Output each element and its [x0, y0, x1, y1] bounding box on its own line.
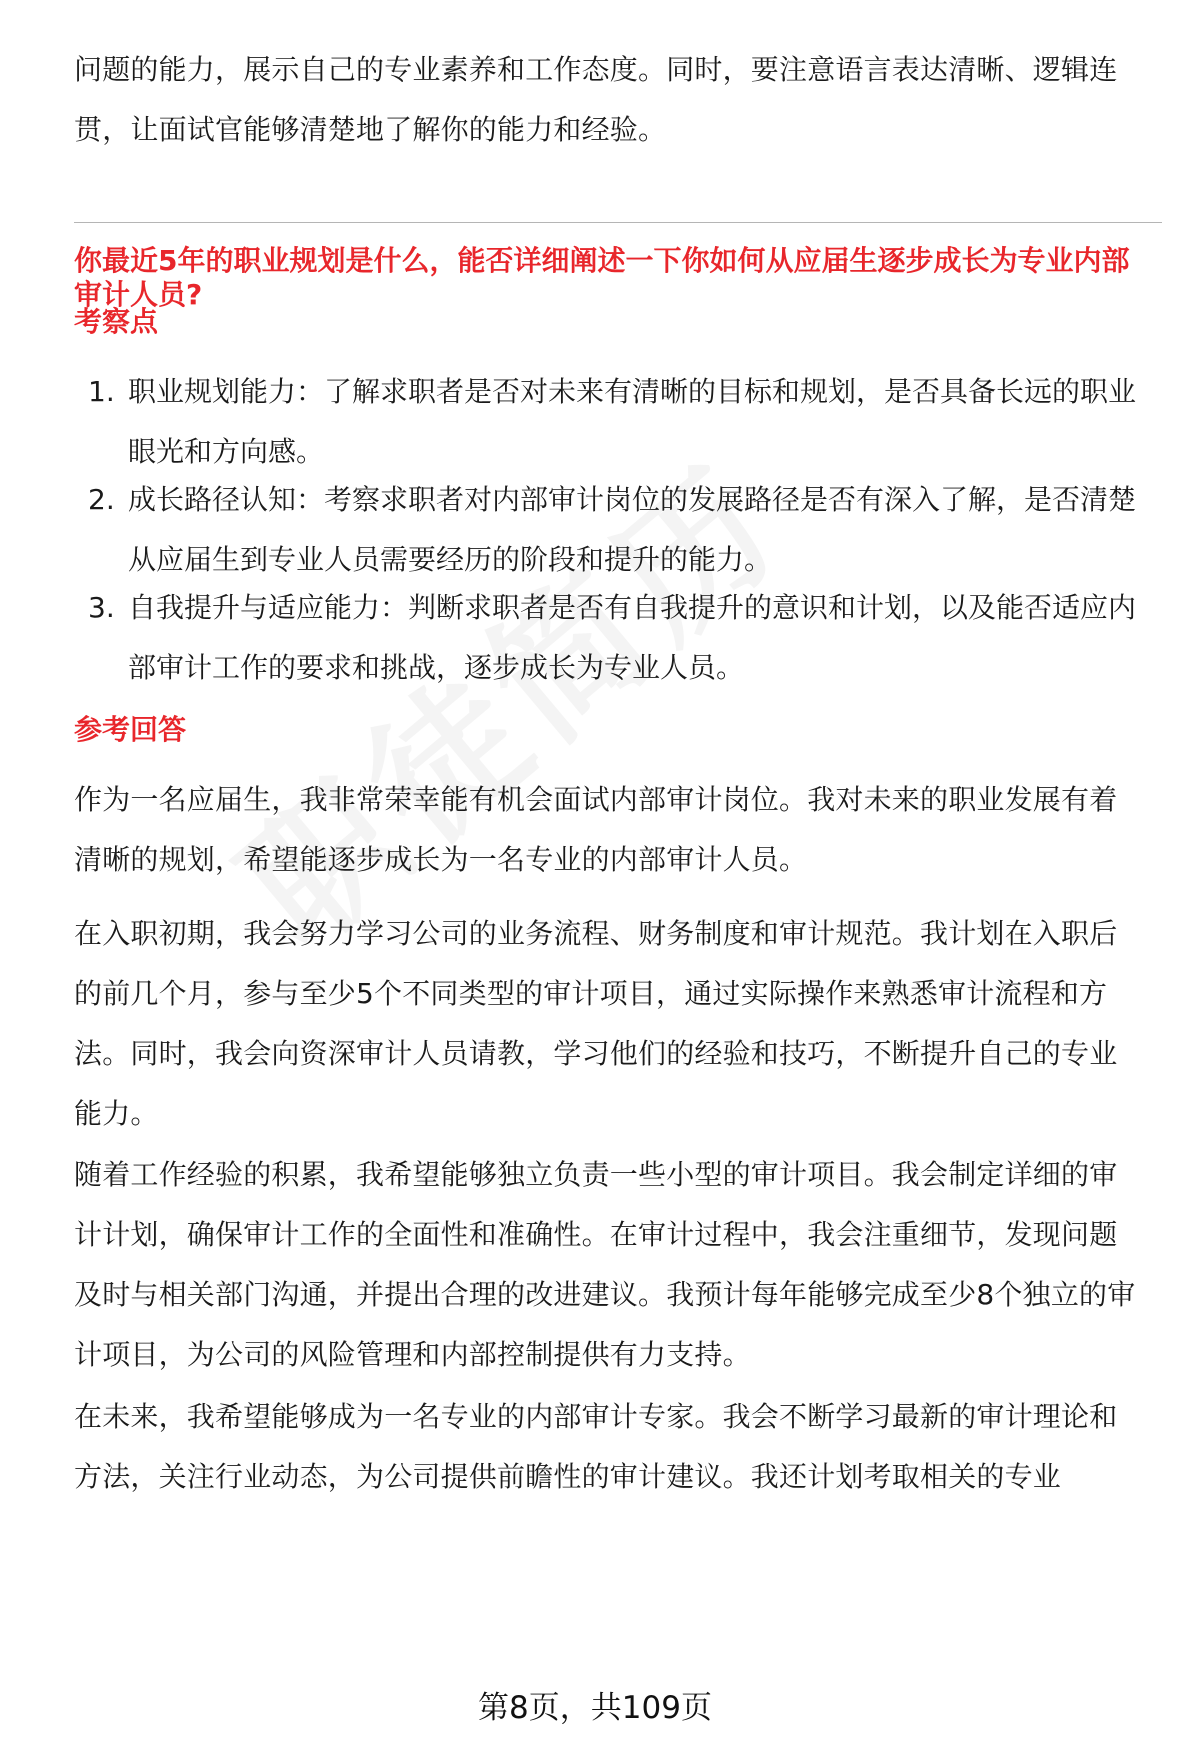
question-heading: 你最近5年的职业规划是什么，能否详细阐述一下你如何从应届生逐步成长为专业内部审计人员?: [74, 244, 1130, 311]
answer-paragraph: 在入职初期，我会努力学习公司的业务流程、财务制度和审计规范。我计划在入职后的前几个月，参与至少5个不同类型的审计项目，通过实际操作来熟悉审计流程和方法。同时，我会向资深审计人员请教，学习他们的经验和技巧，不断提升自己的专业能力。: [74, 917, 1118, 1130]
answer-paragraph: 作为一名应届生，我非常荣幸能有机会面试内部审计岗位。我对未来的职业发展有着清晰的规划，希望能逐步成长为一名专业的内部审计人员。: [74, 783, 1118, 876]
list-number: 1.: [88, 375, 115, 408]
divider: [74, 222, 1162, 223]
list-text: 成长路径认知：考察求职者对内部审计岗位的发展路径是否有深入了解，是否清楚从应届生到专业人员需要经历的阶段和提升的能力。: [128, 483, 1137, 576]
list-text: 职业规划能力：了解求职者是否对未来有清晰的目标和规划，是否具备长远的职业眼光和方向感。: [128, 375, 1137, 468]
list-number: 2.: [88, 483, 115, 516]
kaochadian-title: 考察点: [74, 305, 159, 338]
answer-paragraph: 在未来，我希望能够成为一名专业的内部审计专家。我会不断学习最新的审计理论和方法，关注行业动态，为公司提供前瞻性的审计建议。我还计划考取相关的专业: [74, 1400, 1118, 1493]
list-text: 自我提升与适应能力：判断求职者是否有自我提升的意识和计划，以及能否适应内部审计工作的要求和挑战，逐步成长为专业人员。: [128, 591, 1137, 684]
page-number: 第8页，共109页: [478, 1690, 712, 1726]
answer-paragraph: 随着工作经验的积累，我希望能够独立负责一些小型的审计项目。我会制定详细的审计计划，确保审计工作的全面性和准确性。在审计过程中，我会注重细节，发现问题及时与相关部门沟通，并提出合理的改进建议。我预计每年能够完成至少8个独立的审计项目，为公司的风险管理和内部控制提供有力支持。: [74, 1158, 1136, 1371]
answer-title: 参考回答: [74, 713, 187, 746]
list-number: 3.: [88, 591, 115, 624]
intro-paragraph: 问题的能力，展示自己的专业素养和工作态度。同时，要注意语言表达清晰、逻辑连贯，让面试官能够清楚地了解你的能力和经验。: [74, 53, 1118, 146]
